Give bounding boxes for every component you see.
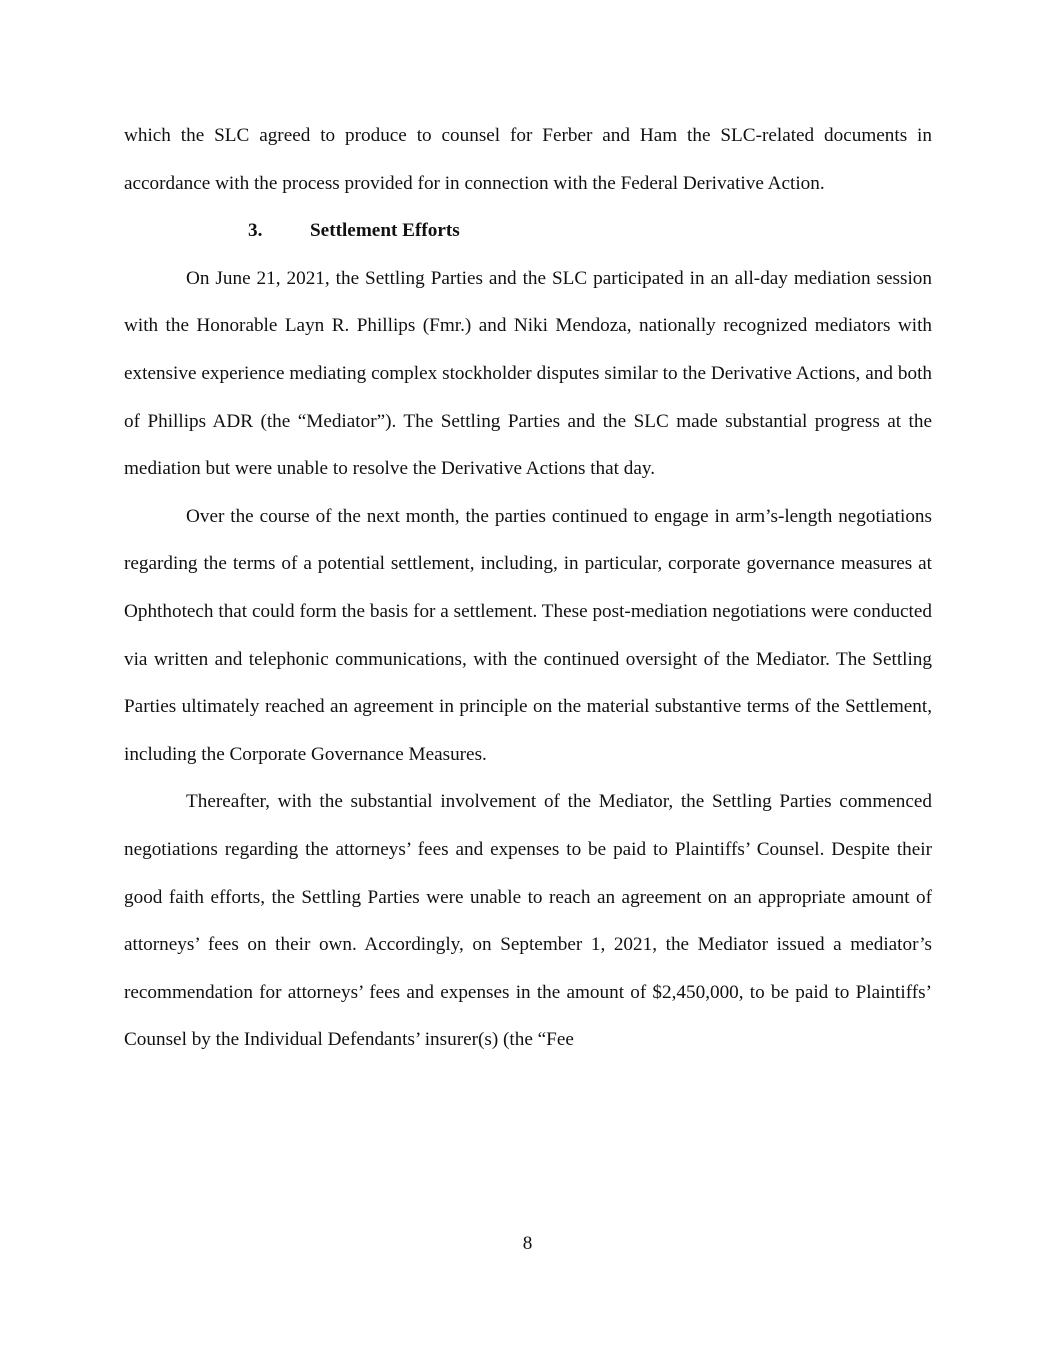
section-title: Settlement Efforts	[310, 220, 460, 242]
paragraph-continued: which the SLC agreed to produce to counsel for Ferber and Ham the SLC-related documents in accordance with the process provided for in connection with the Federal Derivative Action.	[124, 125, 932, 194]
section-number: 3.	[248, 220, 263, 242]
section-heading	[124, 207, 932, 255]
paragraph-mediation: On June 21, 2021, the Settling Parties and the SLC participated in an all-day mediation session with the Honorable Layn R. Phillips (Fmr.) and Niki Mendoza, nationally recognized mediators with extensive experience mediating complex stockholder disputes similar to the Derivative Actions, and both of Phillips ADR (the “Mediator”). The Settling Parties and the SLC made substantial progress at the mediation but were unable to resolve the Derivative Actions that day.	[124, 267, 932, 480]
paragraph-negotiations: Over the course of the next month, the parties continued to engage in arm’s-length negotiations regarding the terms of a potential settlement, including, in particular, corporate governance measures at Ophthotech that could form the basis for a settlement. These post-mediation negotiations were conducted via written and telephonic communications, with the continued oversight of the Mediator. The Settling Parties ultimately reached an agreement in principle on the material substantive terms of the Settlement, including the Corporate Governance Measures.	[124, 505, 932, 765]
document-body	[124, 112, 932, 1064]
page-number: 8	[522, 1233, 533, 1254]
paragraph-fees: Thereafter, with the substantial involvement of the Mediator, the Settling Parties commenced negotiations regarding the attorneys’ fees and expenses to be paid to Plaintiffs’ Counsel. Despite their good faith efforts, the Settling Parties were unable to reach an agreement on an appropriate amount of attorneys’ fees on their own. Accordingly, on September 1, 2021, the Mediator issued a mediator’s recommendation for attorneys’ fees and expenses in the amount of $2,450,000, to be paid to Plaintiffs’ Counsel by the Individual Defendants’ insurer(s) (the “Fee	[124, 791, 932, 1051]
